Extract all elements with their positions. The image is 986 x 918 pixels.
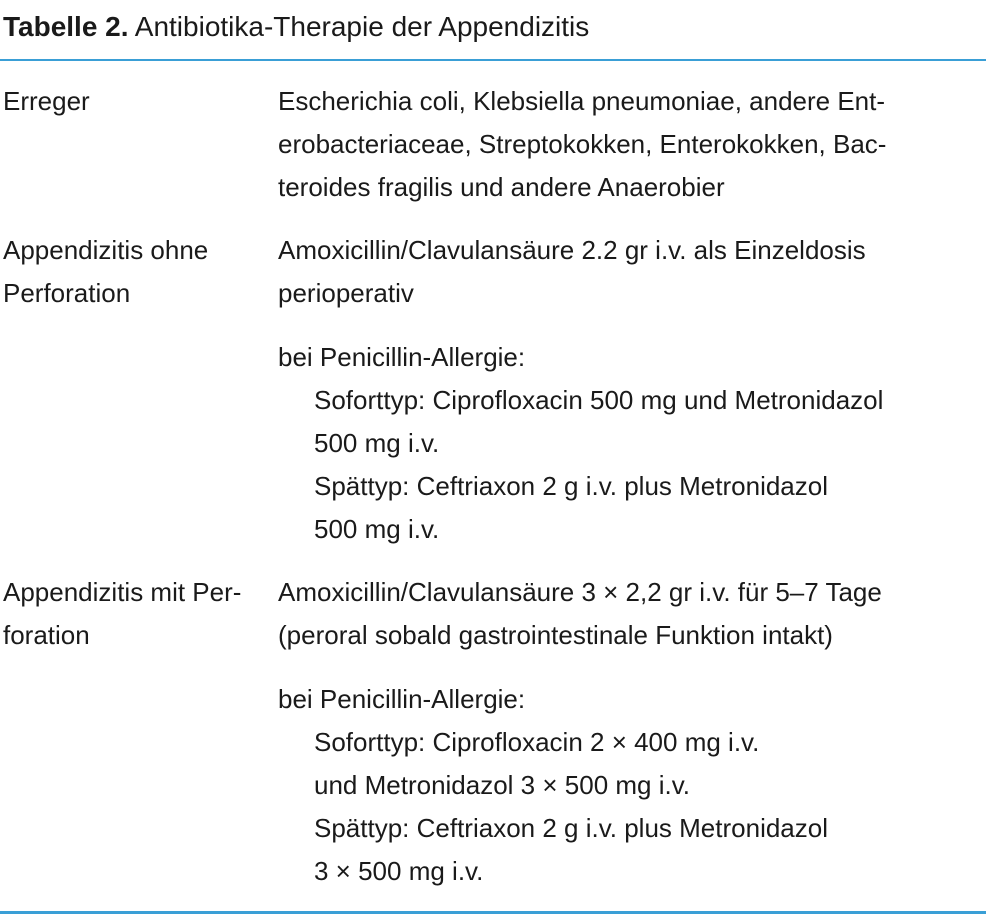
- allergy-line: 500 mg i.v.: [314, 514, 440, 544]
- body-line: erobacteriaceae, Streptokokken, Enterokokken, Bac-: [278, 129, 887, 159]
- row-label-ohne-perforation: [3, 229, 208, 315]
- body-line: teroides fragilis und andere Anaerobier: [278, 172, 725, 202]
- row-label-line: foration: [3, 620, 90, 650]
- table-title-label: Tabelle 2.: [3, 11, 129, 42]
- body-line: Escherichia coli, Klebsiella pneumoniae, andere Ent-: [278, 86, 886, 116]
- body-line: (peroral sobald gastrointestinale Funktion intakt): [278, 620, 833, 650]
- allergy-line: 500 mg i.v.: [314, 428, 440, 458]
- table-title-text: Antibiotika-Therapie der Appendizitis: [128, 11, 590, 42]
- allergy-line: und Metronidazol 3 × 500 mg i.v.: [314, 770, 691, 800]
- row-label-line: Perforation: [3, 278, 131, 308]
- body-line: Amoxicillin/Clavulansäure 2.2 gr i.v. als Einzeldosis: [278, 235, 866, 265]
- table-title: [3, 7, 589, 47]
- allergy-line: 3 × 500 mg i.v.: [314, 856, 484, 886]
- body-line: Amoxicillin/Clavulansäure 3 × 2,2 gr i.v. für 5–7 Tage: [278, 577, 882, 607]
- row-label-line: Erreger: [3, 86, 90, 116]
- allergy-line: Spättyp: Ceftriaxon 2 g i.v. plus Metronidazol: [314, 471, 828, 501]
- allergy-line: Spättyp: Ceftriaxon 2 g i.v. plus Metronidazol: [314, 813, 828, 843]
- allergy-block-mit-perforation: [278, 678, 828, 893]
- row-label-line: Appendizitis ohne: [3, 235, 209, 265]
- body-line: perioperativ: [278, 278, 414, 308]
- top-rule: [0, 59, 986, 61]
- allergy-heading: bei Penicillin-Allergie:: [278, 342, 526, 372]
- bottom-rule: [0, 911, 986, 914]
- row-label-mit-perforation: [3, 571, 241, 657]
- allergy-line: Soforttyp: Ciprofloxacin 500 mg und Metronidazol: [314, 385, 884, 415]
- row-body-ohne-perforation: [278, 229, 866, 315]
- allergy-heading: bei Penicillin-Allergie:: [278, 684, 526, 714]
- row-label-line: Appendizitis mit Per-: [3, 577, 242, 607]
- row-label-erreger: [3, 80, 90, 123]
- row-body-erreger: [278, 80, 886, 209]
- row-body-mit-perforation: [278, 571, 882, 657]
- allergy-block-ohne-perforation: [278, 336, 883, 551]
- allergy-line: Soforttyp: Ciprofloxacin 2 × 400 mg i.v.: [314, 727, 760, 757]
